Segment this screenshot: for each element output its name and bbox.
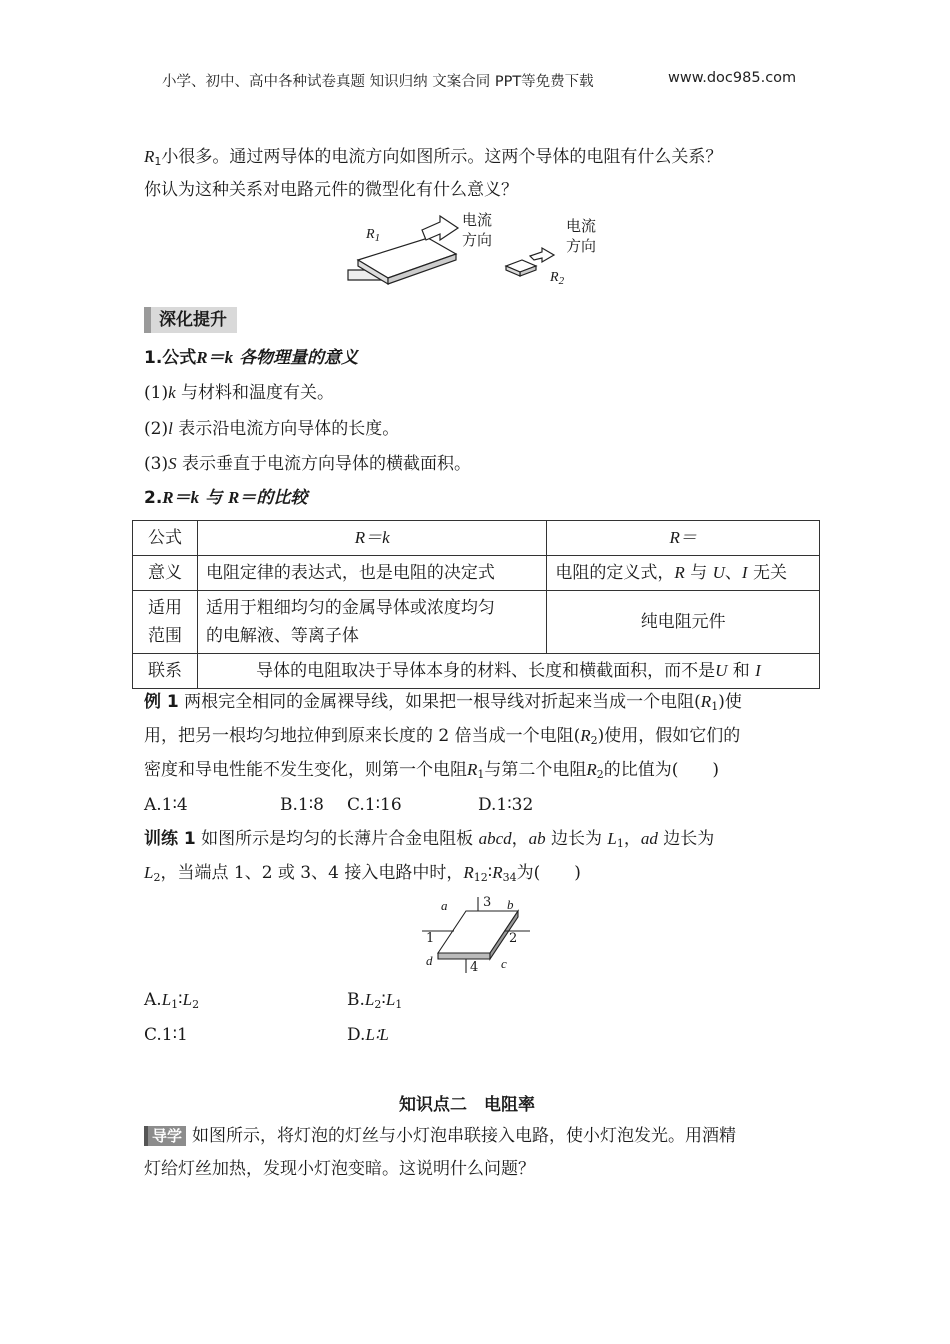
resistor-r1	[348, 216, 458, 284]
table-cell: 意义	[133, 556, 198, 591]
current-direction-label-1: 电流 方向	[462, 211, 493, 249]
training-1-option-c[interactable]: C.1∶1	[144, 1025, 188, 1045]
table-cell: 联系	[133, 654, 198, 689]
training-1-line-1: 训练 1 如图所示是均匀的长薄片合金电阻板 abcd，ab 边长为 $L_1$，ad 边长为	[144, 829, 715, 850]
guide-line-1: 导学 如图所示，将灯泡的灯丝与小灯泡串联接入电路，使小灯泡发光。用酒精	[144, 1124, 736, 1148]
training-1-option-d[interactable]: D.L∶L	[347, 1025, 389, 1045]
heading-compare: 2.R＝k 与 R＝的比较	[144, 488, 308, 508]
example-1-line-2: 用，把另一根均匀地拉伸到原来长度的 2 倍当成一个电阻$(R_2)$使用，假如它们的	[144, 726, 741, 747]
table-row	[133, 591, 820, 654]
header-text: 小学、初中、高中各种试卷真题 知识归纳 文案合同 PPT等免费下载	[162, 74, 594, 90]
item-k: (1)k 与材料和温度有关。	[144, 383, 335, 403]
training-1-option-a[interactable]: $A.L_1∶L_2$	[144, 990, 200, 1011]
table-cell: 电阻的定义式，R 与 U、I 无关	[547, 556, 820, 591]
current-direction-label-2: 电流 方向	[566, 217, 597, 255]
section-tag-deepen: 深化提升	[144, 307, 237, 333]
resistor-r2	[506, 248, 554, 276]
intro-line-1: $R_1$小很多。通过两导体的电流方向如图所示。这两个导体的电阻有什么关系？	[144, 147, 723, 168]
example-1-option-b[interactable]: B.1∶8	[280, 795, 324, 815]
plate-terminal-4: 4	[470, 960, 479, 975]
example-1-line-1: 例 1 两根完全相同的金属裸导线，如果把一根导线对折起来当成一个电阻$(R_1)$使	[144, 692, 742, 713]
table-row	[133, 521, 820, 556]
table-cell: 公式	[133, 521, 198, 556]
example-1-option-c[interactable]: C.1∶16	[347, 795, 402, 815]
plate-terminal-2: 2	[509, 931, 518, 946]
example-1-line-3: 密度和导电性能不发生变化，则第一个电阻$R_1$与第二个电阻$R_2$的比值为( )	[144, 760, 720, 781]
table-cell: 适用 范围	[133, 591, 198, 654]
table-cell: 导体的电阻取决于导体本身的材料、长度和横截面积，而不是U 和 I	[197, 654, 819, 689]
training-1-line-2: $L_2$，当端点 1、2 或 3、4 接入电路中时，$R_{12}∶R_{34}$为( )	[144, 863, 581, 884]
table-row	[133, 654, 820, 689]
knowledge-point-2-title: 知识点二 电阻率	[399, 1095, 535, 1115]
item-l: (2)l 表示沿电流方向导体的长度。	[144, 419, 400, 439]
label-r1: $R_1$	[366, 227, 381, 244]
plate-label-d: d	[426, 953, 433, 968]
plate-terminal-1: 1	[426, 931, 435, 946]
training-1-option-b[interactable]: $B.L_2∶L_1$	[347, 990, 403, 1011]
plate-label-a: a	[441, 898, 448, 913]
header-url[interactable]: www.doc985.com	[668, 70, 797, 86]
table-cell: R＝	[547, 521, 820, 556]
table-cell: 电阻定律的表达式，也是电阻的决定式	[197, 556, 546, 591]
item-s: (3)S 表示垂直于电流方向导体的横截面积。	[144, 454, 471, 474]
intro-line-2: 你认为这种关系对电路元件的微型化有什么意义？	[144, 180, 518, 200]
plate-label-c: c	[501, 956, 507, 971]
table-row	[133, 556, 820, 591]
example-1-option-a[interactable]: A.1∶4	[144, 795, 188, 815]
guide-line-2: 灯给灯丝加热，发现小灯泡变暗。这说明什么问题？	[144, 1159, 535, 1179]
label-r2: $R_2$	[550, 270, 565, 287]
table-cell: 适用于粗细均匀的金属导体或浓度均匀 的电解液、等离子体	[197, 591, 546, 654]
plate-label-b: b	[507, 897, 514, 912]
table-cell: 纯电阻元件	[547, 591, 820, 654]
heading-formula-meaning: 1.公式R＝k 各物理量的意义	[144, 348, 359, 368]
example-1-option-d[interactable]: D.1∶32	[478, 795, 534, 815]
comparison-table	[132, 520, 820, 689]
guide-tag: 导学	[144, 1126, 186, 1146]
table-cell: R＝k	[197, 521, 546, 556]
plate-terminal-3: 3	[483, 895, 492, 910]
